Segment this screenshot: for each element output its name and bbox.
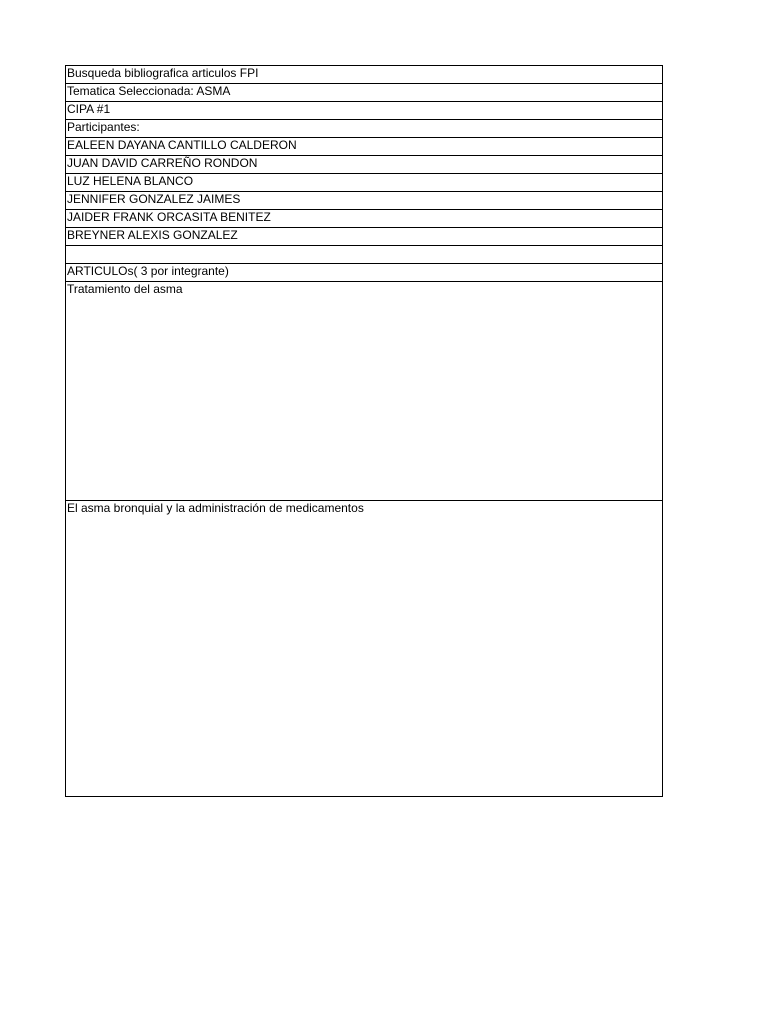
participant-name: JAIDER FRANK ORCASITA BENITEZ — [66, 210, 663, 228]
article-title: Tratamiento del asma — [66, 282, 663, 501]
participant-name: JENNIFER GONZALEZ JAIMES — [66, 192, 663, 210]
table-row — [66, 156, 663, 174]
article-title: El asma bronquial y la administración de medicamentos — [66, 501, 663, 797]
articles-label: ARTICULOs( 3 por integrante) — [66, 264, 663, 282]
table-row — [66, 501, 663, 797]
table-row — [66, 210, 663, 228]
empty-cell — [66, 246, 663, 264]
table-row — [66, 264, 663, 282]
table-row — [66, 228, 663, 246]
table-row — [66, 120, 663, 138]
document-title: Busqueda bibliografica articulos FPI — [66, 66, 663, 84]
table-row — [66, 174, 663, 192]
participant-name: LUZ HELENA BLANCO — [66, 174, 663, 192]
table-row — [66, 138, 663, 156]
bibliography-sheet — [65, 65, 663, 797]
table-row — [66, 66, 663, 84]
participants-label: Participantes: — [66, 120, 663, 138]
participant-name: JUAN DAVID CARREÑO RONDON — [66, 156, 663, 174]
table-row — [66, 246, 663, 264]
table-row — [66, 84, 663, 102]
selected-topic: Tematica Seleccionada: ASMA — [66, 84, 663, 102]
table-row — [66, 192, 663, 210]
participant-name: BREYNER ALEXIS GONZALEZ — [66, 228, 663, 246]
table-row — [66, 282, 663, 501]
group-name: CIPA #1 — [66, 102, 663, 120]
table-row — [66, 102, 663, 120]
participant-name: EALEEN DAYANA CANTILLO CALDERON — [66, 138, 663, 156]
